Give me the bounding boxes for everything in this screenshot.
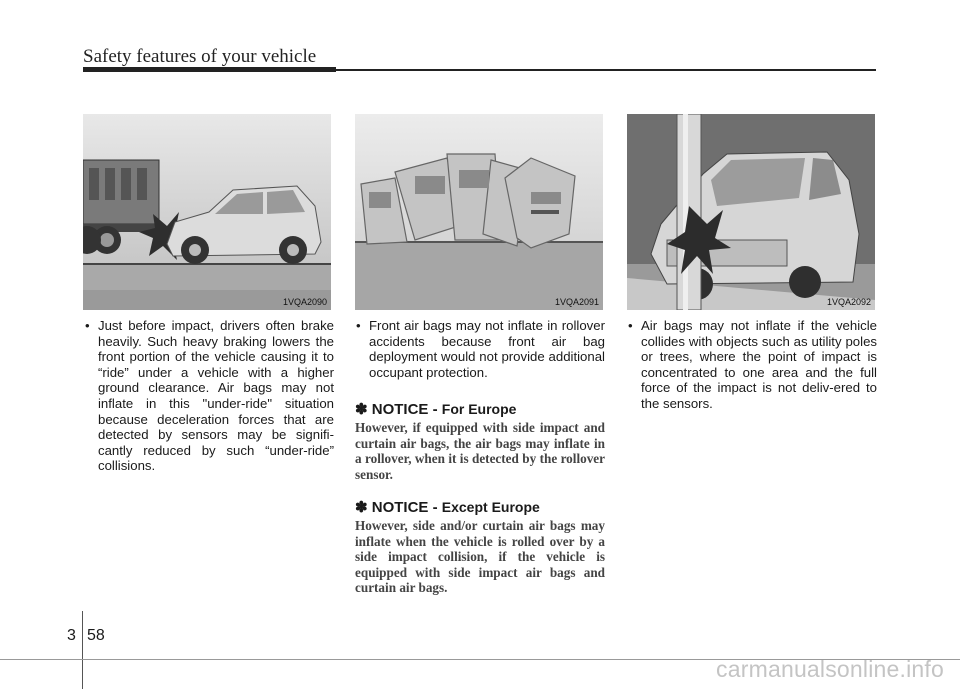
notice-europe-body: However, if equipped with side impact and curtain air bags, the air bags may inflate in a rollover, when it is detected by the rollover sensor.	[355, 419, 605, 482]
figure-pole-collision	[627, 114, 875, 310]
page-header-title: Safety features of your vehicle	[83, 46, 317, 67]
footer-divider-vertical	[82, 611, 83, 689]
header-rule-thin	[336, 69, 876, 71]
notice-except-europe-heading	[355, 500, 605, 516]
figure-code: 1VQA2092	[826, 297, 871, 307]
column-3	[627, 318, 877, 412]
figure-underride-collision	[83, 114, 331, 310]
pole-collision-illustration	[627, 114, 875, 310]
bullet-rollover: • Front air bags may not inflate in rollover accidents because front air bag deployment would not provide additional occupant protection.	[355, 318, 605, 380]
notice-label: NOTICE -	[371, 499, 438, 517]
column-1	[84, 318, 334, 474]
bullet-pole-collision: • Air bags may not inflate if the vehicle collides with objects such as utility poles or trees, where the point of impact is concentrated to one area and the full force of the impact is not deliv-ered to the sensors.	[627, 318, 877, 412]
notice-symbol: ✽	[355, 499, 368, 517]
rollover-illustration	[355, 114, 603, 310]
figure-rollover	[355, 114, 603, 310]
notice-subtitle: For Europe	[441, 401, 517, 418]
figure-code: 1VQA2091	[554, 297, 599, 307]
notice-label: NOTICE -	[371, 401, 438, 419]
underride-illustration	[83, 114, 331, 310]
notice-except-europe-body: However, side and/or curtain air bags may inflate when the vehicle is rolled over by a side impact collision, if the vehicle is equipped with side impact air bags and curtain air bags.	[355, 517, 605, 596]
watermark: carmanualsonline.info	[716, 656, 944, 682]
figure-code: 1VQA2090	[282, 297, 327, 307]
notice-symbol: ✽	[355, 401, 368, 419]
bullet-underride: • Just before impact, drivers often brake heavily. Such heavy braking lowers the front portion of the vehicle causing it to “ride” under a vehicle with a higher ground clearance. Air bags may not inflate in this "under-ride" situation because deceleration forces that are detected by sensors may be signifi-cantly reduced by such “under-ride” collisions.	[84, 318, 334, 474]
notice-subtitle: Except Europe	[441, 499, 540, 516]
header-rule-thick	[83, 67, 336, 72]
page-number: 58	[87, 627, 105, 644]
section-number: 3	[67, 627, 76, 644]
column-2	[355, 318, 605, 596]
notice-europe-heading	[355, 402, 605, 418]
